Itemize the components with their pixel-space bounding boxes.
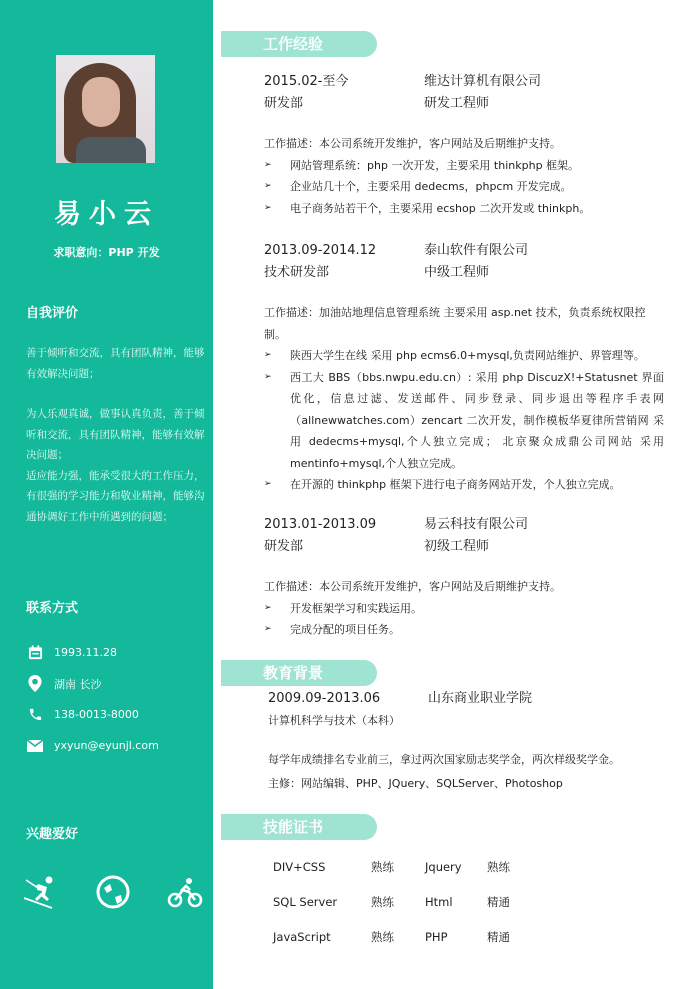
section-header-work: 工作经验 (221, 31, 377, 57)
edu-note: 主修：网站编辑、PHP、JQuery、SQLServer、Photoshop (268, 777, 563, 790)
job-row (264, 240, 664, 262)
skill-level: 精通 (487, 930, 510, 944)
mail-icon (26, 737, 44, 755)
job-description (264, 302, 664, 496)
contact-text: yxyun@eyunjl.com (54, 739, 159, 752)
job-company: 易云科技有限公司 (424, 517, 529, 532)
job-row (264, 536, 664, 558)
skill-level: 熟练 (371, 895, 394, 909)
hobbies-icons (20, 872, 205, 912)
job-bullet: ➢ 在开源的 thinkphp 框架下进行电子商务网站开发，个人独立完成。 (264, 474, 664, 496)
contact-birthday (26, 637, 159, 668)
job-bullet: ➢ 电子商务站若干个，主要采用 ecshop 二次开发或 thinkph。 (264, 198, 664, 220)
edu-major: 计算机科学与技术（本科） (268, 714, 400, 727)
job-period: 2013.01-2013.09 (264, 517, 377, 532)
section-header-skills: 技能证书 (221, 814, 377, 840)
skill-row (273, 890, 537, 925)
contact-heading: 联系方式 (26, 601, 79, 616)
contact-text: 138-0013-8000 (54, 708, 139, 721)
contact-location (26, 668, 159, 699)
section-header-education: 教育背景 (221, 660, 377, 686)
main-content (213, 0, 700, 989)
arrow-bullet-icon: ➢ (264, 479, 272, 489)
skill-name: Html (425, 895, 453, 909)
job-bullet: ➢ 开发框架学习和实践运用。 (264, 598, 664, 620)
job-company: 维达计算机有限公司 (424, 74, 542, 89)
phone-icon (26, 706, 44, 724)
job-description (264, 576, 664, 641)
job-department: 研发部 (264, 539, 304, 554)
job-description-text: 工作描述：本公司系统开发维护，客户网站及后期维护支持。 (264, 580, 561, 593)
edu-notes (268, 748, 668, 796)
job-title: 初级工程师 (424, 539, 490, 554)
skill-row (273, 925, 537, 960)
edu-row (268, 688, 668, 710)
job-row (264, 71, 664, 93)
arrow-bullet-icon: ➢ (264, 202, 272, 213)
job-title: 中级工程师 (424, 265, 490, 280)
job-entry (264, 514, 664, 641)
arrow-bullet-icon: ➢ (264, 624, 272, 634)
job-bullet: ➢ 网站管理系统：php 一次开发，主要采用 thinkphp 框架。 (264, 155, 664, 177)
arrow-bullet-icon: ➢ (264, 181, 272, 191)
job-description-text: 工作描述：加油站地理信息管理系统 主要采用 asp.net 技术，负责系统权限控制。 (264, 306, 646, 341)
calendar-icon (26, 644, 44, 662)
job-bullet: ➢ 西工大 BBS（bbs.nwpu.edu.cn）: 采用 php DiscuzX!+Statusnet 界面优化，信息过滤、发送邮件、同步登录、同步退出等程序手表网（allnewwatches.com）zencart 二次开发，制作模板华夏律所营销网 采用 dedecms+mysql,个人独立完成； 北京聚众成鼎公司网站 采用 mentinfo+mysql,个人独立完成。 (264, 367, 664, 475)
arrow-bullet-icon: ➢ (264, 602, 272, 613)
job-title: 研发工程师 (424, 96, 490, 111)
job-intention: 求职意向：PHP 开发 (53, 246, 160, 259)
edu-school: 山东商业职业学院 (428, 691, 533, 706)
self-eval-text (26, 343, 206, 527)
edu-note: 每学年成绩排名专业前三，拿过两次国家励志奖学金，两次样级奖学金。 (268, 753, 620, 766)
job-bullet: ➢ 企业站几十个，主要采用 dedecms，phpcm 开发完成。 (264, 176, 664, 198)
self-eval-heading: 自我评价 (26, 306, 79, 321)
skill-level: 熟练 (371, 930, 394, 944)
self-eval-paragraph: 适应能力强，能承受很大的工作压力，有很强的学习能力和敬业精神，能够沟通协调好工作中所遇到的问题； (26, 469, 205, 523)
profile-photo (56, 55, 155, 163)
arrow-bullet-icon: ➢ (264, 371, 272, 382)
job-department: 研发部 (264, 96, 304, 111)
job-row (264, 262, 664, 284)
contact-email[interactable] (26, 730, 159, 761)
skill-name: JavaScript (273, 930, 331, 944)
hobbies-heading: 兴趣爱好 (26, 827, 79, 842)
skill-level: 精通 (487, 895, 510, 909)
arrow-bullet-icon: ➢ (264, 159, 272, 170)
skill-name: DIV+CSS (273, 860, 326, 874)
self-eval-paragraph: 善于倾听和交流，具有团队精神，能够有效解决问题； (26, 347, 205, 380)
candidate-name: 易小云 (54, 199, 159, 230)
job-entry (264, 240, 664, 496)
cycling-icon (165, 872, 205, 912)
job-bullet: ➢ 完成分配的项目任务。 (264, 619, 664, 641)
skill-name: SQL Server (273, 895, 338, 909)
arrow-bullet-icon: ➢ (264, 350, 272, 360)
job-period: 2015.02-至今 (264, 74, 349, 89)
sidebar (0, 0, 213, 989)
job-period: 2013.09-2014.12 (264, 243, 377, 258)
soccer-ball-icon (93, 872, 133, 912)
job-description-text: 工作描述：本公司系统开发维护，客户网站及后期维护支持。 (264, 137, 561, 150)
contact-text: 湖南 长沙 (54, 677, 102, 691)
skill-level: 熟练 (487, 860, 510, 874)
skill-row (273, 855, 537, 890)
self-eval-paragraph: 为人乐观真诚，做事认真负责，善于倾听和交流，具有团队精神，能够有效解决问题； (26, 408, 205, 461)
skill-name: Jquery (425, 860, 462, 874)
edu-period: 2009.09-2013.06 (268, 691, 381, 706)
job-bullet: ➢ 陕西大学生在线 采用 php ecms6.0+mysql,负责网站维护、界管理等。 (264, 345, 664, 367)
skill-name: PHP (425, 930, 448, 944)
job-row (264, 93, 664, 115)
contact-text: 1993.11.28 (54, 646, 117, 659)
job-company: 泰山软件有限公司 (424, 243, 529, 258)
job-entry (264, 71, 664, 219)
location-pin-icon (26, 675, 44, 693)
job-description (264, 133, 664, 219)
contact-list (26, 637, 159, 761)
skills-table (273, 855, 537, 960)
contact-phone (26, 699, 159, 730)
job-row (264, 514, 664, 536)
job-department: 技术研发部 (264, 265, 330, 280)
education-entry (268, 688, 668, 796)
skiing-icon (20, 872, 60, 912)
skill-level: 熟练 (371, 860, 394, 874)
